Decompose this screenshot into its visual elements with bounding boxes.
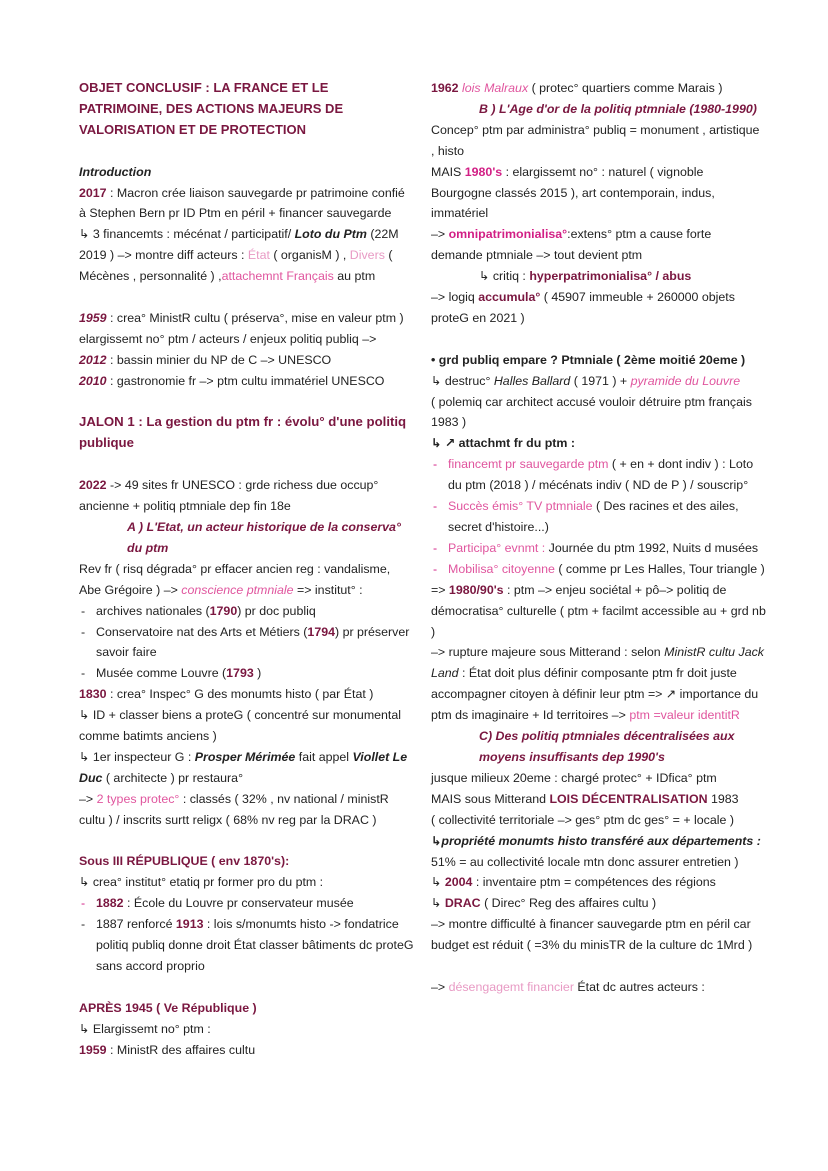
list-item-financement	[431, 454, 766, 496]
year-1793: 1793	[226, 666, 254, 681]
insp-text-c: ( architecte ) pr restaura°	[102, 770, 244, 785]
pyramide-louvre: pyramide du Louvre	[630, 373, 741, 388]
subheading-a: A ) L'Etat, un acteur historique de la conserva° du ptm	[127, 519, 401, 555]
loto-ptm: Loto du Ptm	[294, 227, 367, 242]
succes-tv-text: ( Des racines et des ailes, secret d'histoire...)	[448, 499, 739, 535]
fin-text-b: (22M 2019 ) –> montre diff acteurs :	[79, 227, 399, 263]
text-1887-b: : lois s/monumts histo -> fondatrice politiq publiq donne droit État classer bâtiments dc proteG sans accord proprio	[96, 917, 414, 973]
critiq-paragraph	[431, 266, 766, 287]
insp-text-a: ↳ 1er inspecteur G :	[79, 749, 195, 764]
omnipatrimonialisation-term: omnipatrimonialisa°	[448, 227, 568, 242]
pct51-paragraph: 51% = au collectivité locale mtn donc assurer entretien )	[431, 854, 739, 869]
mobilisation-term: Mobilisa° citoyenne	[448, 561, 555, 576]
divers-term: Divers	[349, 248, 385, 263]
cons-text-b: ) pr préserver savoir faire	[96, 624, 410, 660]
year-2004: 2004	[444, 875, 473, 890]
critiq-text-a: ↳ critiq :	[479, 269, 530, 284]
musee-text-a: Musée comme Louvre (	[96, 666, 227, 681]
hyperpatrimonialisation-term: hyperpatrimonialisa° / abus	[529, 269, 692, 284]
jusque-paragraph: jusque milieux 20eme : chargé protec° + IDfica° ptm	[431, 770, 717, 785]
cons-text-a: Conservatoire nat des Arts et Métiers (	[96, 624, 308, 639]
year-1794: 1794	[307, 624, 335, 639]
y80-text-a: =>	[431, 582, 449, 597]
arch-text-b: ) pr doc publiq	[237, 603, 316, 618]
lois-decentralisation-term: LOIS DÉCENTRALISATION	[549, 791, 708, 806]
grd-publiq-heading: • grd publiq empare ? Ptmniale ( 2ème moitié 20eme )	[431, 352, 746, 367]
merimee-name: Prosper Mérimée	[194, 749, 296, 764]
list-item-archives	[79, 601, 414, 622]
sous-3-republique-heading: Sous III RÉPUBLIQUE ( env 1870's):	[79, 854, 290, 869]
para-1962	[431, 78, 766, 99]
para-2022	[79, 475, 414, 517]
apres-1945-heading: APRÈS 1945 ( Ve République )	[79, 1000, 257, 1015]
inspecteur-paragraph	[79, 747, 414, 789]
lois-text-b: 1983	[707, 791, 739, 806]
financement-term: financemt pr sauvegarde ptm	[448, 457, 609, 472]
text-2010: : gastronomie fr –> ptm cultu immatériel UNESCO	[106, 373, 385, 388]
para-2010	[79, 371, 414, 392]
document-title: OBJET CONCLUSIF : LA FRANCE ET LE PATRIMOINE, DES ACTIONS MAJEURS DE VALORISATION ET DE PROTECTION	[79, 80, 344, 137]
list-item-participation	[431, 538, 766, 559]
list-item-1887	[79, 914, 414, 977]
logiq-paragraph	[431, 287, 766, 329]
destr-text-a: ↳ destruc°	[431, 373, 494, 388]
para-1959-ministere	[79, 1040, 414, 1061]
rupt-text-b: : État doit plus définir composante ptm fr doit juste accompagner citoyen à définir leur ptm => ↗ importance du ptm ds imaginaire + Id territoires –>	[431, 666, 759, 723]
list-item-succes-tv	[431, 496, 766, 538]
y2004-text-a: ↳	[431, 875, 445, 890]
types-text-b: : classés ( 32% , nv national / ministR cultu ) / inscrits surtt religx ( 68% nv reg par la DRAC )	[79, 791, 389, 827]
intro-paragraph	[79, 183, 414, 225]
mais-1980-paragraph	[431, 162, 766, 225]
desengagement-term: désengagemt financier	[448, 979, 574, 994]
intro-text: : Macron crée liaison sauvegarde pr patrimoine confié à Stephen Bern pr ID Ptm en péril + financer sauvegarde	[79, 185, 405, 221]
crea-institut-paragraph: ↳ crea° institut° etatiq pr former pro du ptm :	[79, 875, 324, 890]
attachement-term: attachemnt Français	[221, 269, 334, 284]
rupture-paragraph	[431, 642, 766, 726]
types-text-a: –>	[79, 791, 97, 806]
year-1980-90s: 1980/90's	[448, 582, 504, 597]
fin-text-a: ↳ 3 financemts : mécénat / participatif/	[79, 227, 295, 242]
list-item-musee	[79, 663, 414, 684]
elargissement-paragraph: ↳ Elargissemt no° ptm :	[79, 1021, 211, 1036]
omni-text-b: :extens° ptm a cause forte demande ptmniale –> tout devient ptm	[431, 227, 712, 263]
text-1959-b: : MinistR des affaires cultu	[106, 1042, 256, 1057]
drac-term: DRAC	[444, 896, 481, 911]
fin-text-d: ( Mécènes , personnalité ) ,	[79, 248, 393, 284]
types-protec-term: 2 types protec°	[96, 791, 180, 806]
destr-text-b: ( 1971 ) +	[570, 373, 631, 388]
list-item-conservatoire	[79, 622, 414, 664]
omni-paragraph	[431, 224, 766, 266]
year-1980s: 1980's	[464, 164, 503, 179]
etat-term: État	[247, 248, 270, 263]
id-classer-paragraph: ↳ ID + classer biens a proteG ( concentré sur monumental comme batimts anciens )	[79, 708, 402, 744]
intro-heading: Introduction	[79, 164, 152, 179]
para-1959	[79, 308, 414, 350]
year-2012: 2012	[79, 352, 107, 367]
rev-text-b: => institut° :	[293, 582, 363, 597]
jalon-1-heading: JALON 1 : La gestion du ptm fr : évolu° d'une politiq publique	[79, 414, 407, 451]
para-2004	[431, 872, 766, 893]
rev-text-a: Rev fr ( risq dégrada° pr effacer ancien reg : vandalisme, Abe Grégoire ) –>	[79, 561, 391, 597]
financements-paragraph	[79, 224, 414, 287]
y80-text-b: : ptm –> enjeu sociétal + pô–> politiq de démocratisa° culturelle ( ptm + facilmt accessible au + grd nb )	[431, 582, 766, 639]
ministre-jack-land: MinistR cultu Jack Land	[431, 645, 764, 681]
subheading-b: B ) L'Age d'or de la politiq ptmniale (1980-1990)	[479, 101, 757, 116]
accumulation-term: accumula°	[478, 290, 541, 305]
insp-text-b: fait appel	[295, 749, 353, 764]
deseng-text-b: État dc autres acteurs :	[573, 979, 705, 994]
year-1830: 1830	[79, 687, 107, 702]
propriete-paragraph: ↳propriété monumts histo transféré aux départements :	[431, 833, 761, 848]
text-1830: : crea° Inspec° G des monumts histo ( par État )	[106, 687, 374, 702]
musee-text-b: )	[253, 666, 262, 681]
logiq-text-a: –> logiq	[431, 290, 479, 305]
attachement-heading: ↳ ↗ attachmt fr du ptm :	[431, 436, 575, 451]
lois-malraux-term: lois Malraux	[462, 81, 529, 95]
year-2010: 2010	[79, 373, 107, 388]
arch-text-a: archives nationales (	[96, 603, 210, 618]
text-2022: -> 49 sites fr UNESCO : grde richess due occup° ancienne + politiq ptmniale dep fin 18e	[79, 478, 379, 514]
para-1980-90	[431, 580, 766, 643]
destruction-paragraph	[431, 371, 766, 392]
concept-paragraph: Concep° ptm par administra° publiq = monument , artistique , histo	[431, 122, 760, 158]
year-1790: 1790	[209, 603, 238, 618]
year-2022: 2022	[79, 478, 107, 493]
text-1887-a: 1887 renforcé	[96, 917, 176, 932]
text-1959: : crea° MinistR cultu ( préserva°, mise en valeur ptm ) elargissemt no° ptm / acteurs / enjeux politiq publiq –>	[79, 310, 404, 346]
fin-text-c: ( organisM ) ,	[269, 248, 350, 263]
rev-paragraph	[79, 559, 414, 601]
succes-tv-term: Succès émis° TV ptmniale	[448, 499, 593, 514]
text-1882: : École du Louvre pr conservateur musée	[123, 896, 354, 911]
text-2012: : bassin minier du NP de C –> UNESCO	[106, 352, 332, 367]
year-1959-b: 1959	[79, 1042, 107, 1057]
year-2017: 2017	[79, 185, 107, 200]
mais-text-b: : elargissemt no° : naturel ( vignoble Bourgogne classés 2015 ), art contemporain, indus, immatériel	[431, 164, 715, 221]
y2004-text-b: : inventaire ptm = compétences des régions	[472, 875, 716, 890]
subheading-c: C) Des politiq ptmniales décentralisées aux moyens insuffisants dep 1990's	[479, 729, 735, 764]
mais-text-a: MAIS	[431, 164, 465, 179]
deseng-text-a: –>	[431, 979, 449, 994]
rupt-text-a: –> rupture majeure sous Mitterand : selon	[431, 645, 665, 660]
year-1962: 1962	[431, 81, 459, 95]
left-column	[79, 78, 414, 1061]
desengagement-paragraph	[431, 977, 766, 998]
collectivite-paragraph: ( collectivité territoriale –> ges° ptm dc ges° = + locale )	[431, 812, 734, 827]
text-1962: ( protec° quartiers comme Marais )	[528, 81, 723, 95]
drac-paragraph	[431, 893, 766, 914]
conscience-term: conscience ptmniale	[181, 582, 294, 597]
omni-text-a: –>	[431, 227, 449, 242]
drac-text-b: ( Direc° Reg des affaires cultu )	[480, 896, 657, 911]
year-1882: 1882	[96, 896, 124, 911]
valeur-identitaire-term: ptm =valeur identitR	[629, 708, 740, 723]
participation-text: Journée du ptm 1992, Nuits d musées	[545, 540, 759, 555]
lois-text-a: MAIS sous Mitterand	[431, 791, 550, 806]
polemiq-paragraph: ( polemiq car architect accusé vouloir détruire ptm français 1983 )	[431, 394, 752, 430]
list-item-mobilisation	[431, 559, 766, 580]
drac-text-a: ↳	[431, 896, 445, 911]
viollet-name: Viollet Le Duc	[79, 749, 408, 785]
right-column	[431, 78, 766, 998]
para-1830	[79, 684, 414, 705]
lois-decentralisation-paragraph	[431, 789, 766, 810]
logiq-text-b: ( 45907 immeuble + 260000 objets proteG en 2021 )	[431, 290, 735, 325]
montre-paragraph: –> montre difficulté à financer sauvegarde ptm en péril car budget est réduit ( =3% du minisTR de la culture dc 1Mrd )	[431, 917, 753, 953]
fin-text-e: au ptm	[333, 269, 376, 284]
halles-ballard: Halles Ballard	[493, 373, 571, 388]
financement-text: ( + en + dont indiv ) : Loto du ptm (2018 ) / mécénats indiv ( ND de P ) / souscrip°	[448, 457, 754, 493]
types-protec-paragraph	[79, 789, 414, 831]
para-2012	[79, 350, 414, 371]
list-item-1882	[79, 893, 414, 914]
mobilisation-text: ( comme pr Les Halles, Tour triangle )	[554, 561, 765, 576]
year-1913: 1913	[175, 917, 204, 932]
participation-term: Participa° evnmt :	[448, 540, 546, 555]
year-1959: 1959	[79, 310, 107, 325]
